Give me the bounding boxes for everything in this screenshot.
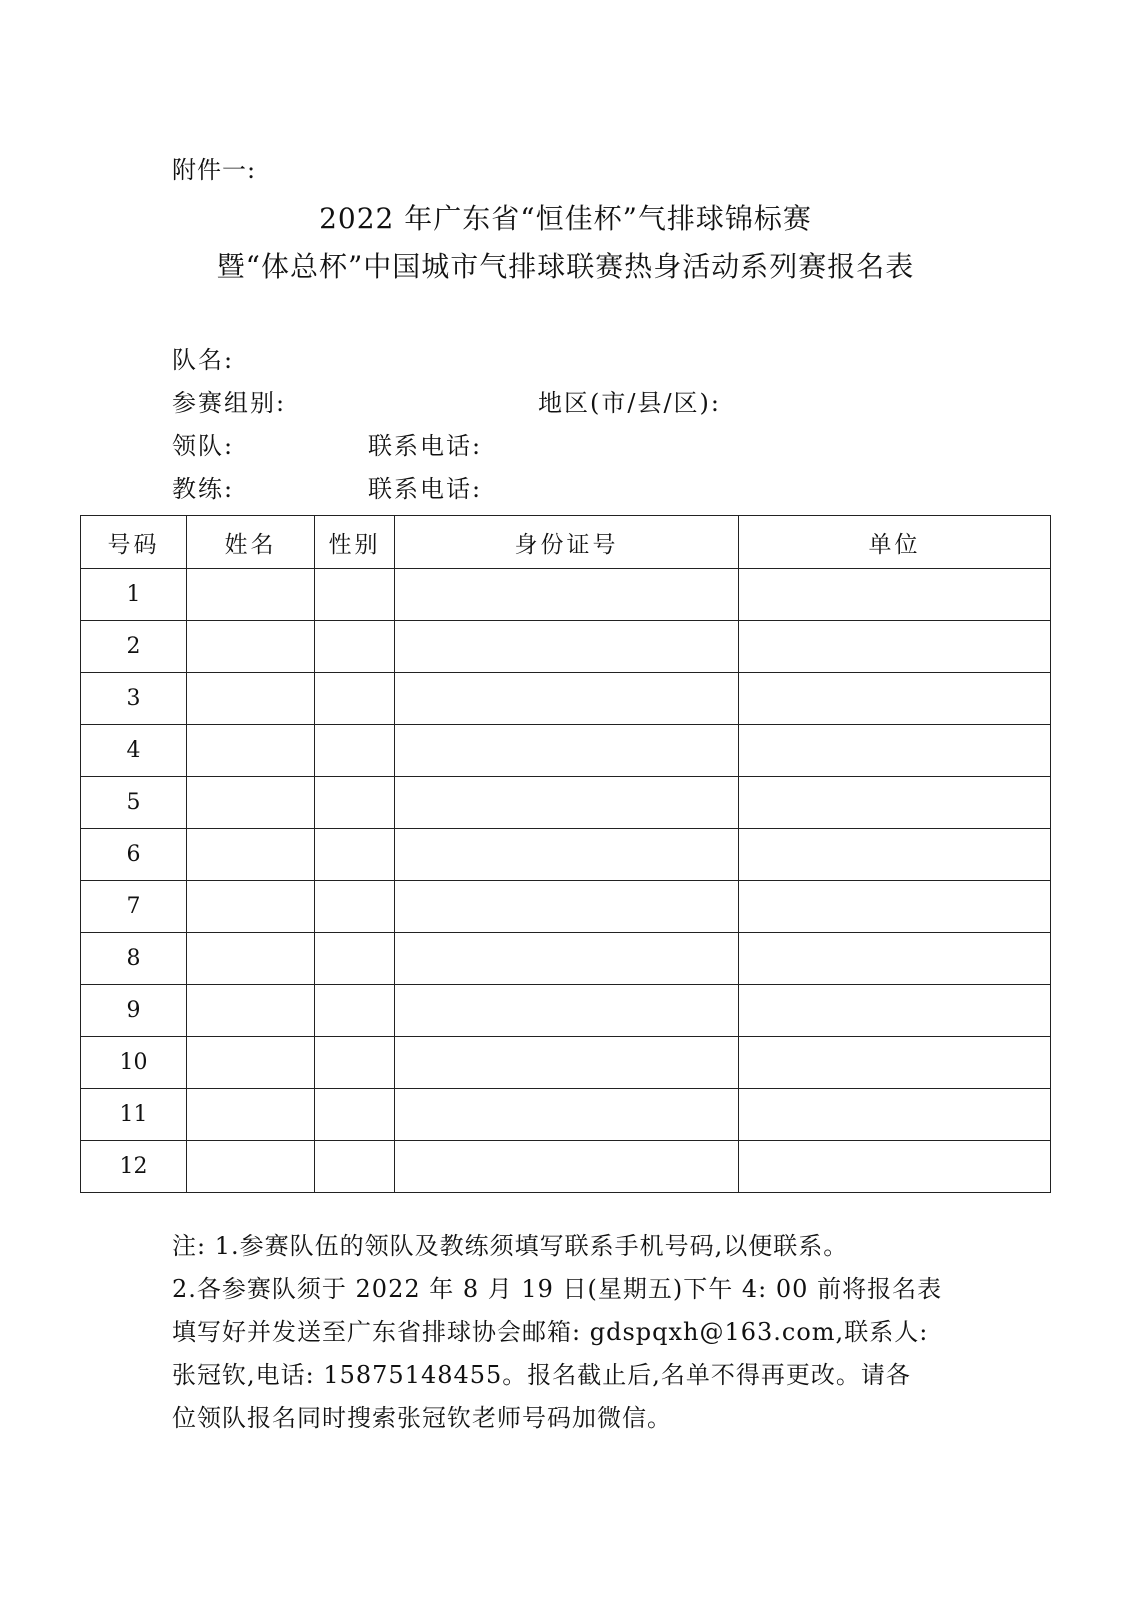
id-number-cell[interactable] xyxy=(395,829,739,881)
name-cell[interactable] xyxy=(187,1089,315,1141)
id-number-cell[interactable] xyxy=(395,569,739,621)
name-cell[interactable] xyxy=(187,1141,315,1193)
name-cell[interactable] xyxy=(187,881,315,933)
unit-cell[interactable] xyxy=(739,1141,1051,1193)
row-number: 10 xyxy=(81,1037,187,1089)
table-row xyxy=(81,1141,1051,1193)
gender-cell[interactable] xyxy=(315,1141,395,1193)
row-number: 4 xyxy=(81,725,187,777)
unit-cell[interactable] xyxy=(739,725,1051,777)
header-gender: 性别 xyxy=(315,516,395,569)
unit-cell[interactable] xyxy=(739,933,1051,985)
table-row xyxy=(81,569,1051,621)
row-number: 9 xyxy=(81,985,187,1037)
unit-cell[interactable] xyxy=(739,881,1051,933)
region-label: 地区(市/县/区): xyxy=(538,389,721,417)
row-number: 7 xyxy=(81,881,187,933)
id-number-cell[interactable] xyxy=(395,777,739,829)
name-cell[interactable] xyxy=(187,777,315,829)
row-number: 1 xyxy=(81,569,187,621)
name-cell[interactable] xyxy=(187,933,315,985)
unit-cell[interactable] xyxy=(739,621,1051,673)
row-number: 8 xyxy=(81,933,187,985)
table-row xyxy=(81,1089,1051,1141)
name-cell[interactable] xyxy=(187,829,315,881)
unit-cell[interactable] xyxy=(739,569,1051,621)
table-row xyxy=(81,621,1051,673)
unit-cell[interactable] xyxy=(739,829,1051,881)
unit-cell[interactable] xyxy=(739,985,1051,1037)
row-number: 2 xyxy=(81,621,187,673)
note-line: 2.各参赛队须于 2022 年 8 月 19 日(星期五)下午 4: 00 前将报名表 xyxy=(172,1275,943,1303)
name-cell[interactable] xyxy=(187,985,315,1037)
id-number-cell[interactable] xyxy=(395,673,739,725)
unit-cell[interactable] xyxy=(739,777,1051,829)
row-number: 5 xyxy=(81,777,187,829)
unit-cell[interactable] xyxy=(739,1089,1051,1141)
team-name-label: 队名: xyxy=(172,346,235,374)
row-number: 12 xyxy=(81,1141,187,1193)
name-cell[interactable] xyxy=(187,1037,315,1089)
note-line: 注: 1.参赛队伍的领队及教练须填写联系手机号码,以便联系。 xyxy=(172,1232,849,1260)
gender-cell[interactable] xyxy=(315,985,395,1037)
page-title-line-2: 暨“体总杯”中国城市气排球联赛热身活动系列赛报名表 xyxy=(216,250,915,283)
leader-phone-label: 联系电话: xyxy=(368,432,483,460)
table-row xyxy=(81,1037,1051,1089)
gender-cell[interactable] xyxy=(315,933,395,985)
header-id-number: 身份证号 xyxy=(395,516,739,569)
name-cell[interactable] xyxy=(187,673,315,725)
gender-cell[interactable] xyxy=(315,1089,395,1141)
id-number-cell[interactable] xyxy=(395,1089,739,1141)
id-number-cell[interactable] xyxy=(395,1037,739,1089)
gender-cell[interactable] xyxy=(315,621,395,673)
table-row xyxy=(81,985,1051,1037)
roster-table xyxy=(80,515,1051,1193)
header-unit: 单位 xyxy=(739,516,1051,569)
header-name: 姓名 xyxy=(187,516,315,569)
gender-cell[interactable] xyxy=(315,1037,395,1089)
table-row xyxy=(81,725,1051,777)
row-number: 3 xyxy=(81,673,187,725)
notes-section xyxy=(172,1225,972,1440)
table-header-row xyxy=(81,516,1051,569)
table-row xyxy=(81,933,1051,985)
unit-cell[interactable] xyxy=(739,673,1051,725)
gender-cell[interactable] xyxy=(315,881,395,933)
group-label: 参赛组别: xyxy=(172,389,287,417)
header-number: 号码 xyxy=(81,516,187,569)
gender-cell[interactable] xyxy=(315,777,395,829)
name-cell[interactable] xyxy=(187,569,315,621)
id-number-cell[interactable] xyxy=(395,1141,739,1193)
page-title-line-1: 2022 年广东省“恒佳杯”气排球锦标赛 xyxy=(319,202,812,235)
row-number: 11 xyxy=(81,1089,187,1141)
attachment-label: 附件一: xyxy=(172,156,257,184)
note-line: 张冠钦,电话: 15875148455。报名截止后,名单不得再更改。请各 xyxy=(172,1361,911,1389)
id-number-cell[interactable] xyxy=(395,725,739,777)
table-row xyxy=(81,777,1051,829)
table-row xyxy=(81,829,1051,881)
name-cell[interactable] xyxy=(187,725,315,777)
gender-cell[interactable] xyxy=(315,725,395,777)
table-row xyxy=(81,673,1051,725)
id-number-cell[interactable] xyxy=(395,881,739,933)
id-number-cell[interactable] xyxy=(395,985,739,1037)
gender-cell[interactable] xyxy=(315,829,395,881)
coach-phone-label: 联系电话: xyxy=(368,475,483,503)
gender-cell[interactable] xyxy=(315,673,395,725)
table-row xyxy=(81,881,1051,933)
id-number-cell[interactable] xyxy=(395,933,739,985)
note-line: 位领队报名同时搜索张冠钦老师号码加微信。 xyxy=(172,1404,672,1432)
name-cell[interactable] xyxy=(187,621,315,673)
gender-cell[interactable] xyxy=(315,569,395,621)
coach-label: 教练: xyxy=(172,475,235,503)
unit-cell[interactable] xyxy=(739,1037,1051,1089)
row-number: 6 xyxy=(81,829,187,881)
leader-label: 领队: xyxy=(172,432,235,460)
note-line: 填写好并发送至广东省排球协会邮箱: gdspqxh@163.com,联系人: xyxy=(172,1318,929,1346)
id-number-cell[interactable] xyxy=(395,621,739,673)
